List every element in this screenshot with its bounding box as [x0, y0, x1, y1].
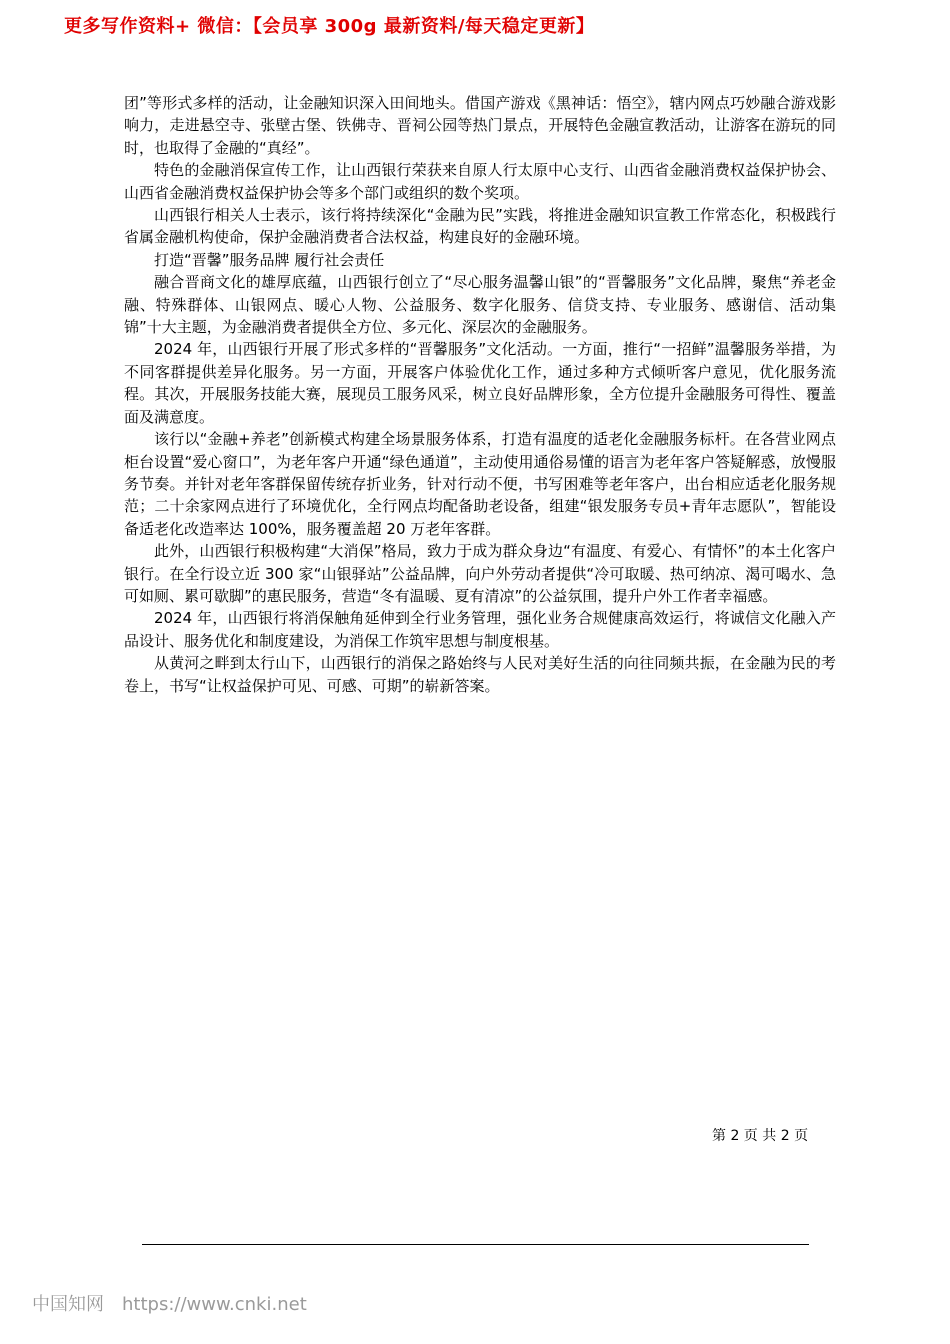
paragraph-2024-outlook: 2024 年，山西银行将消保触角延伸到全行业务管理，强化业务合规健康高效运行，将诚信文化融入产品设计、服务优化和制度建设，为消保工作筑牢思想与制度根基。	[124, 609, 836, 650]
section-heading: 打造“晋馨”服务品牌 履行社会责任	[154, 250, 385, 269]
paragraph-continuation: 团”等形式多样的活动，让金融知识深入田间地头。借国产游戏《黑神话：悟空》，辖内网点巧妙融合游戏影响力，走进悬空寺、张壁古堡、铁佛寺、晋祠公园等热门景点，开展特色金融宣教活动，让游客在游玩的同时，也取得了金融的“真经”。	[124, 94, 836, 157]
footer-divider	[142, 1244, 809, 1245]
page-number: 第 2 页 共 2 页	[712, 1128, 809, 1144]
paragraph-awards: 特色的金融消保宣传工作，让山西银行荣获来自原人行太原中心支行、山西省金融消费权益保护协会、山西省金融消费权益保护协会等多个部门或组织的数个奖项。	[124, 161, 836, 202]
watermark-url: https://www.cnki.net	[122, 1294, 307, 1315]
paragraph-brand: 融合晋商文化的雄厚底蕴，山西银行创立了“尽心服务温馨山银”的“晋馨服务”文化品牌，聚焦“养老金融、特殊群体、山银网点、暖心人物、公益服务、数字化服务、信贷支持、专业服务、感谢信、活动集锦”十大主题，为金融消费者提供全方位、多元化、深层次的金融服务。	[124, 273, 836, 337]
paragraph-conclusion: 从黄河之畔到太行山下，山西银行的消保之路始终与人民对美好生活的向往同频共振，在金融为民的考卷上，书写“让权益保护可见、可感、可期”的崭新答案。	[124, 654, 836, 695]
paragraph-statement: 山西银行相关人士表示，该行将持续深化“金融为民”实践，将推进金融知识宣教工作常态化，积极践行省属金融机构使命，保护金融消费者合法权益，构建良好的金融环境。	[124, 206, 836, 247]
promo-banner: 更多写作资料+ 微信：【会员享 300g 最新资料/每天稳定更新】	[64, 16, 595, 37]
paragraph-2024-activities: 2024 年，山西银行开展了形式多样的“晋馨服务”文化活动。一方面，推行“一招鲜”温馨服务举措，为不同客群提供差异化服务。另一方面，开展客户体验优化工作，通过多种方式倾听客户意见，优化服务流程。其次，开展服务技能大赛，展现员工服务风采，树立良好品牌形象，全方位提升金融服务可得性、覆盖面及满意度。	[124, 340, 836, 426]
paragraph-elderly-services: 该行以“金融+养老”创新模式构建全场景服务体系，打造有温度的适老化金融服务标杆。在各营业网点柜台设置“爱心窗口”，为老年客户开通“绿色通道”，主动使用通俗易懂的语言为老年客户答疑解惑，放慢服务节奏。并针对老年客群保留传统存折业务，针对行动不便，书写困难等老年客户，出台相应适老化服务规范；二十余家网点进行了环境优化，全行网点均配备助老设备，组建“银发服务专员+青年志愿队”，智能设备适老化改造率达 100%，服务覆盖超 20 万老年客群。	[124, 430, 836, 538]
cnki-watermark	[32, 1292, 307, 1318]
watermark-brand: 中国知网	[32, 1294, 104, 1315]
article-body	[124, 92, 836, 697]
paragraph-consumer-protection: 此外，山西银行积极构建“大消保”格局，致力于成为群众身边“有温度、有爱心、有情怀”的本土化客户银行。在全行设立近 300 家“山银驿站”公益品牌，向户外劳动者提供“冷可取暖、热可纳凉、渴可喝水、急可如厕、累可歇脚”的惠民服务，营造“冬有温暖、夏有清凉”的公益氛围，提升户外工作者幸福感。	[124, 542, 836, 605]
